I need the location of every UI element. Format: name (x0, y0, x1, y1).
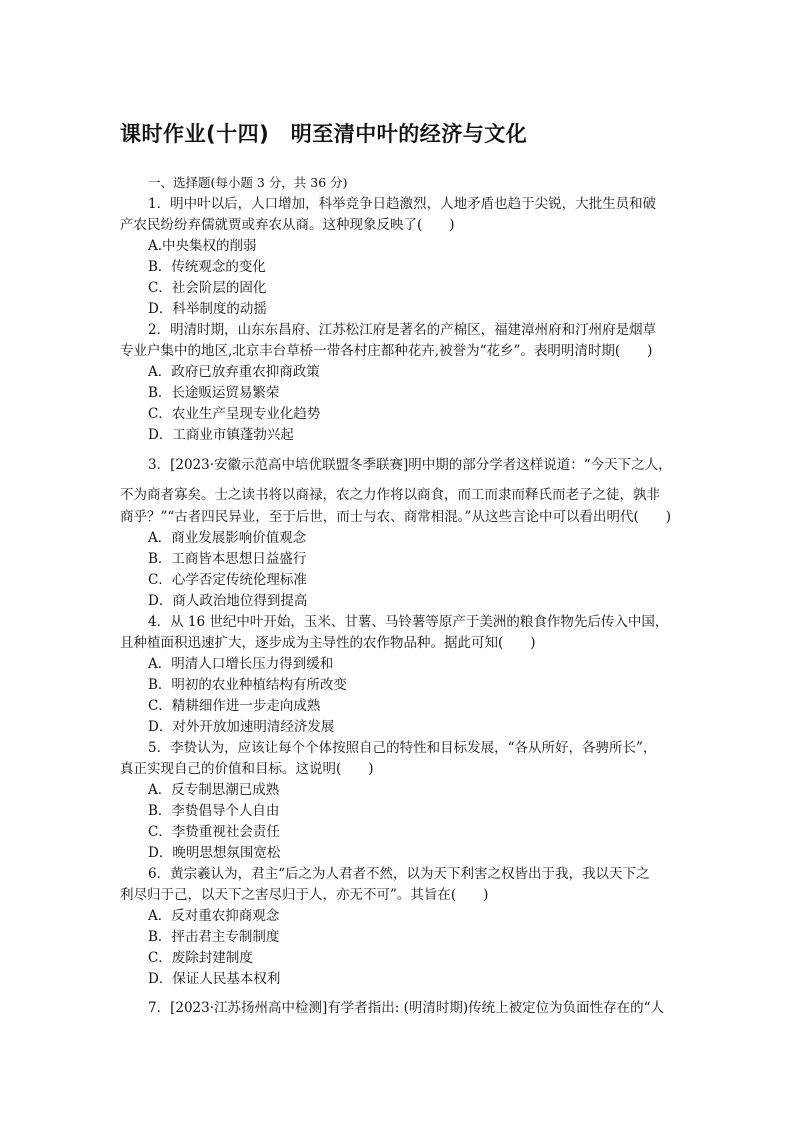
question-5-stem-line-1: 5．李贽认为，应该让每个个体按照自己的特性和目标发展，“各从所好，各骋所长”， (148, 740, 657, 756)
question-2-option-d: D．工商业市镇蓬勃兴起 (148, 427, 294, 443)
question-2-option-b: B．长途贩运贸易繁荣 (148, 385, 280, 401)
question-4-stem-line-1: 4．从 16 世纪中叶开始，玉米、甘薯、马铃薯等原产于美洲的粮食作物先后传入中国， (148, 614, 669, 630)
question-3-stem-line-2: 不为商者寡矣。士之读书将以商禄，农之力作将以商食，而工而隶而释氏而老子之徒，孰非 (120, 487, 660, 503)
question-6-option-a: A．反对重农抑商观念 (148, 908, 280, 924)
question-3-stem-line-1: 3．[2023·安徽示范高中培优联盟冬季联赛]明中期的部分学者这样说道：“今天下之人， (148, 457, 672, 473)
question-6-option-d: D．保证人民基本权利 (148, 971, 281, 987)
question-4-option-b: B．明初的农业种植结构有所改变 (148, 677, 347, 693)
question-4-option-d: D．对外开放加速明清经济发展 (148, 719, 335, 735)
question-5-option-a: A．反专制思潮已成熟 (148, 782, 280, 798)
question-1-stem-line-1: 1．明中叶以后，人口增加，科举竞争日趋激烈，人地矛盾也趋于尖锐，大批生员和破 (148, 196, 657, 212)
question-5-stem-line-2: 真正实现自己的价值和目标。这说明( ) (120, 761, 374, 777)
question-5-option-b: B．李贽倡导个人自由 (148, 803, 280, 819)
question-2-option-a: A．政府已放弃重农抑商政策 (148, 364, 320, 380)
question-2-stem-line-1: 2．明清时期，山东东昌府、江苏松江府是著名的产棉区，福建漳州府和汀州府是烟草 (148, 322, 657, 338)
question-1-option-d: D．科举制度的动摇 (148, 301, 267, 317)
question-1-stem-line-2: 产农民纷纷弃儒就贾或弃农从商。这种现象反映了( ) (120, 217, 455, 233)
question-2-option-c: C．农业生产呈现专业化趋势 (148, 406, 321, 422)
question-6-stem-line-1: 6．黄宗羲认为，君主“后之为人君者不然，以为天下利害之权皆出于我，我以天下之 (148, 866, 650, 882)
question-3-option-c: C．心学否定传统伦理标准 (148, 572, 307, 588)
question-2-stem-line-2: 专业户集中的地区,北京丰台草桥一带各村庄都种花卉,被誉为“花乡”。表明明清时期( ) (120, 343, 653, 359)
question-3-option-d: D．商人政治地位得到提高 (148, 593, 308, 609)
question-4-option-c: C．精耕细作进一步走向成熟 (148, 698, 321, 714)
question-5-option-d: D．晚明思想氛围宽松 (148, 845, 281, 861)
page-title: 课时作业(十四) 明至清中叶的经济与文化 (120, 122, 528, 146)
question-1-option-a: A.中央集权的削弱 (148, 238, 257, 254)
section-heading: 一、选择题(每小题 3 分，共 36 分) (148, 175, 348, 190)
question-3-option-b: B．工商皆本思想日益盛行 (148, 551, 307, 567)
question-3-stem-line-3: 商乎？”“古者四民异业，至于后世，而士与农、商常相混。”从这些言论中可以看出明代( ) (120, 509, 671, 525)
question-6-option-b: B．抨击君主专制制度 (148, 929, 280, 945)
question-6-option-c: C．废除封建制度 (148, 950, 253, 966)
question-1-option-b: B．传统观念的变化 (148, 259, 266, 275)
question-5-option-c: C．李贽重视社会责任 (148, 824, 280, 840)
question-4-stem-line-2: 且种植面积迅速扩大，逐步成为主导性的农作物品种。据此可知( ) (120, 635, 536, 651)
question-1-option-c: C．社会阶层的固化 (148, 280, 267, 296)
question-7-stem-line-1: 7．[2023·江苏扬州高中检测]有学者指出: (明清时期)传统上被定位为负面性存在的“人 (148, 1000, 665, 1016)
question-4-option-a: A．明清人口增长压力得到缓和 (148, 656, 334, 672)
question-6-stem-line-2: 利尽归于己，以天下之害尽归于人，亦无不可”。其旨在( ) (120, 887, 489, 903)
question-3-option-a: A．商业发展影响价值观念 (148, 530, 307, 546)
